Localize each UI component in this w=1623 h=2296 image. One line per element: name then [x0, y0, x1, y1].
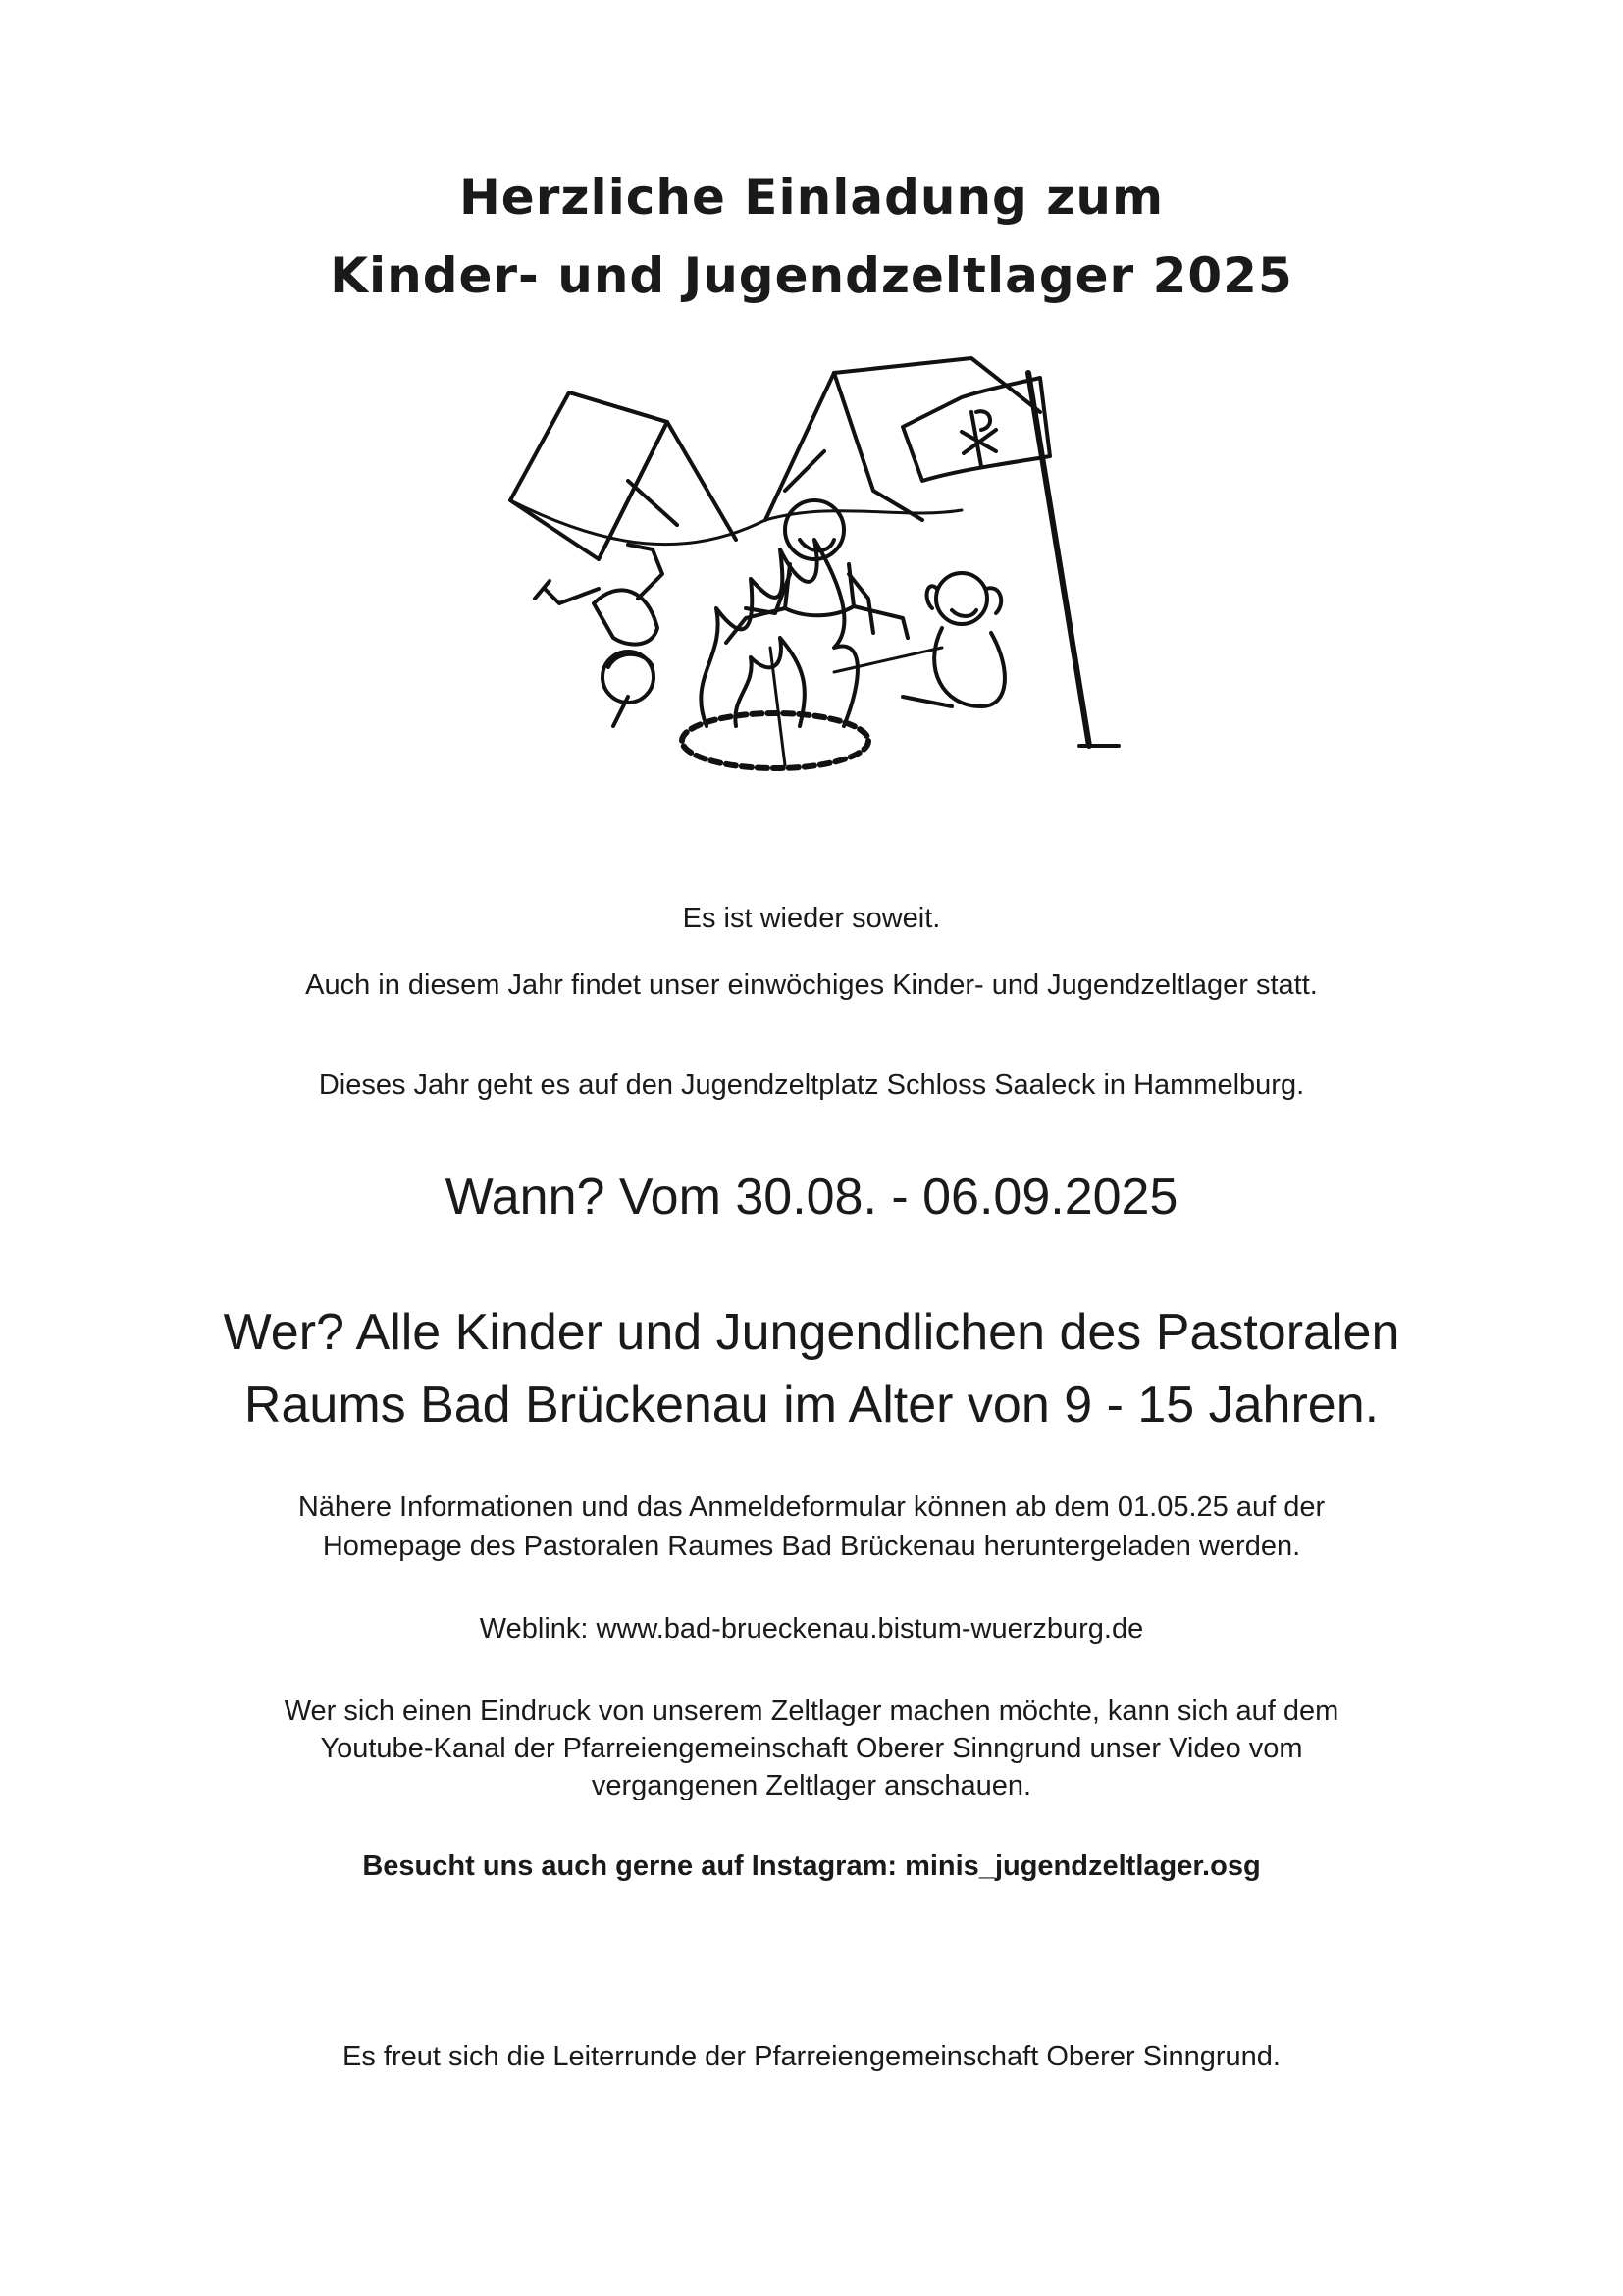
campfire-icon: [682, 540, 868, 768]
when-text: Wann? Vom 30.08. - 06.09.2025: [445, 1169, 1178, 1226]
intro-line-1: Es ist wieder soweit.: [682, 903, 941, 934]
child-icon: [834, 573, 1005, 706]
child-icon: [535, 545, 662, 726]
tent-icon: [510, 392, 736, 559]
title-line-2: Kinder- und Jugendzeltlager 2025: [330, 247, 1293, 304]
who-line-2: Raums Bad Brückenau im Alter von 9 - 15 Jahren.: [243, 1377, 1380, 1434]
info-line-2: Homepage des Pastoralen Raumes Bad Brückenau heruntergeladen werden.: [322, 1531, 1301, 1562]
closing-text: Es freut sich die Leiterrunde der Pfarreiengemeinschaft Oberer Sinngrund.: [342, 2041, 1281, 2072]
title-line-1: Herzliche Einladung zum: [458, 169, 1165, 226]
instagram-text: Besucht uns auch gerne auf Instagram: minis_jugendzeltlager.osg: [362, 1851, 1261, 1882]
intro-line-2: Auch in diesem Jahr findet unser einwöchiges Kinder- und Jugendzeltlager statt.: [305, 969, 1318, 1001]
weblink-text[interactable]: Weblink: www.bad-brueckenau.bistum-wuerzburg.de: [479, 1613, 1144, 1644]
tent-icon: [765, 358, 1040, 520]
flag-chi-rho-icon: [903, 373, 1119, 746]
youtube-line-3: vergangenen Zeltlager anschauen.: [591, 1770, 1032, 1801]
camp-illustration-icon: [491, 353, 1138, 785]
youtube-line-2: Youtube-Kanal der Pfarreiengemeinschaft Oberer Sinngrund unser Video vom: [320, 1733, 1303, 1764]
who-line-1: Wer? Alle Kinder und Jungendlichen des Pastoralen: [223, 1304, 1400, 1361]
youtube-line-1: Wer sich einen Eindruck von unserem Zeltlager machen möchte, kann sich auf dem: [284, 1696, 1339, 1727]
info-line-1: Nähere Informationen und das Anmeldeformular können ab dem 01.05.25 auf der: [297, 1491, 1326, 1523]
place-text: Dieses Jahr geht es auf den Jugendzeltplatz Schloss Saaleck in Hammelburg.: [318, 1070, 1305, 1101]
